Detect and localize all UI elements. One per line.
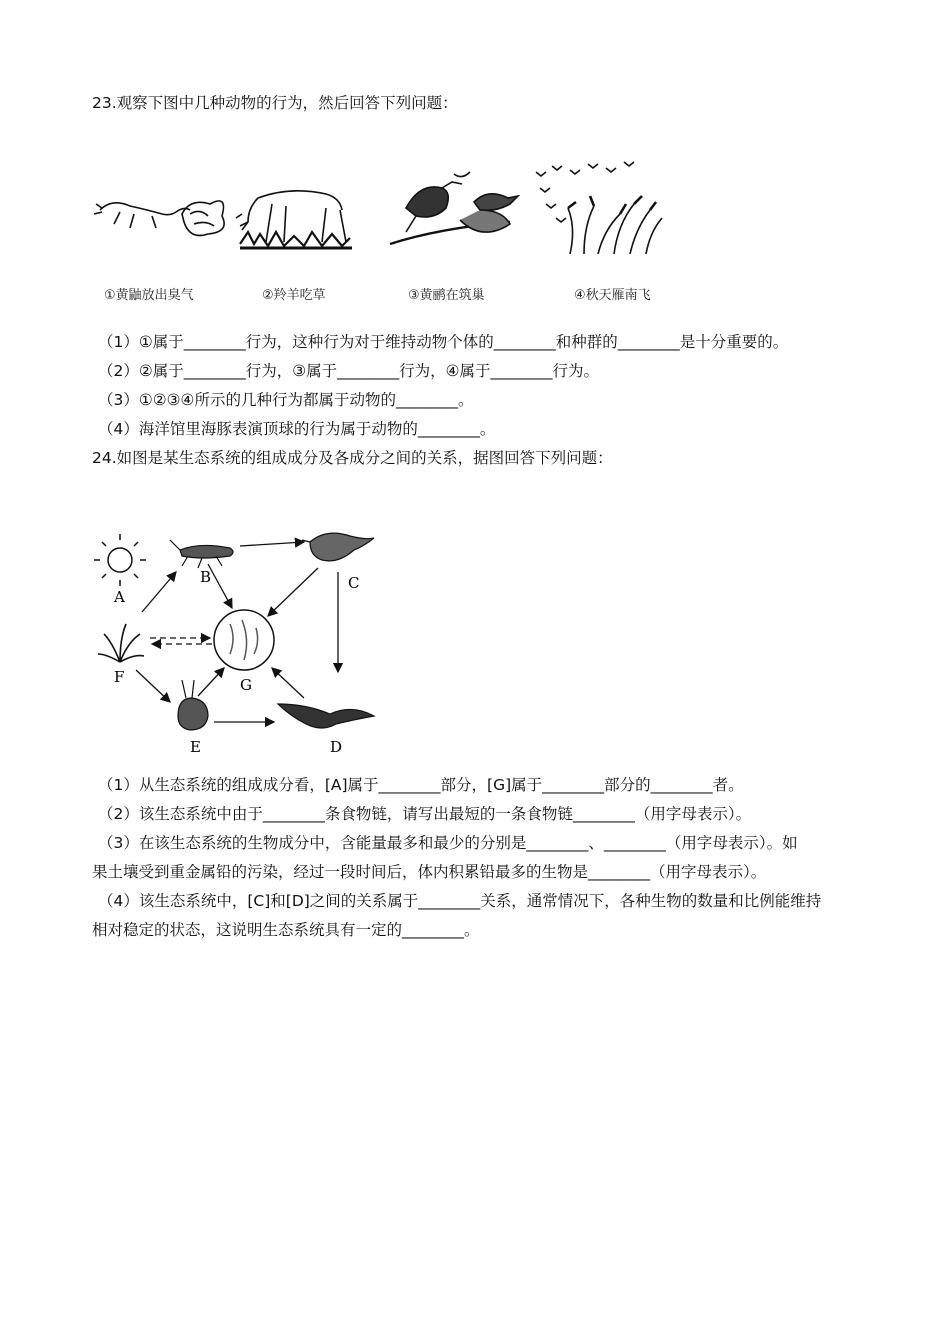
label-f: F [114, 668, 125, 686]
q23-item-3: （3）①②③④所示的几种行为都属于动物的________。 [98, 391, 474, 409]
q23-item-4: （4）海洋馆里海豚表演顶球的行为属于动物的________。 [98, 420, 496, 438]
label-e: E [190, 738, 201, 756]
eagle-icon [278, 704, 374, 728]
caption-antelope: ②羚羊吃草 [262, 288, 326, 303]
label-c: C [348, 574, 360, 592]
geese-migration-illustration [536, 162, 662, 254]
rabbit-icon [178, 680, 208, 730]
q24-item-3-continued: 果土壤受到重金属铅的污染，经过一段时间后，体内积累铅最多的生物是________（用字母表示）。 [92, 863, 767, 881]
sun-icon [94, 534, 146, 586]
q23-item-1: （1）①属于________行为，这种行为对于维持动物个体的________和种群的________是十分重要的。 [98, 333, 789, 351]
label-b: B [200, 568, 212, 586]
antelope-grazing-illustration [236, 191, 352, 248]
weasel-odor-illustration [94, 201, 224, 236]
q24-item-2: （2）该生态系统中由于________条食物链，请写出最短的一条食物链________（用字母表示）。 [98, 805, 752, 823]
label-g: G [240, 676, 252, 694]
bird-icon [302, 533, 374, 561]
label-d: D [330, 738, 343, 756]
q24-item-1: （1）从生态系统的组成成分看，[A]属于________部分，[G]属于________部分的________者。 [98, 776, 744, 794]
oriole-nest-illustration [390, 172, 518, 244]
q24-item-3: （3）在该生态系统的生物成分中，含能量最多和最少的分别是________、________（用字母表示）。如 [98, 834, 798, 852]
animal-behavior-illustrations [90, 158, 690, 258]
q24-item-4-continued: 相对稳定的状态，这说明生态系统具有一定的________。 [92, 921, 480, 939]
grass-icon [98, 624, 144, 662]
caption-weasel: ①黄鼬放出臭气 [104, 288, 194, 303]
q23-item-2: （2）②属于________行为，③属于________行为，④属于________行为。 [98, 362, 600, 380]
label-a: A [114, 588, 125, 606]
decomposer-icon [214, 610, 274, 670]
caption-geese: ④秋天雁南飞 [574, 288, 651, 303]
grasshopper-icon [170, 540, 233, 568]
q23-title: 23.观察下图中几种动物的行为，然后回答下列问题： [92, 94, 458, 112]
q24-title: 24.如图是某生态系统的组成成分及各成分之间的关系，据图回答下列问题： [92, 449, 613, 467]
caption-oriole: ③黄鹂在筑巢 [408, 288, 485, 303]
q24-item-4: （4）该生态系统中，[C]和[D]之间的关系属于________关系，通常情况下，各种生物的数量和比例能维持 [98, 892, 822, 910]
ecosystem-diagram [90, 520, 390, 760]
